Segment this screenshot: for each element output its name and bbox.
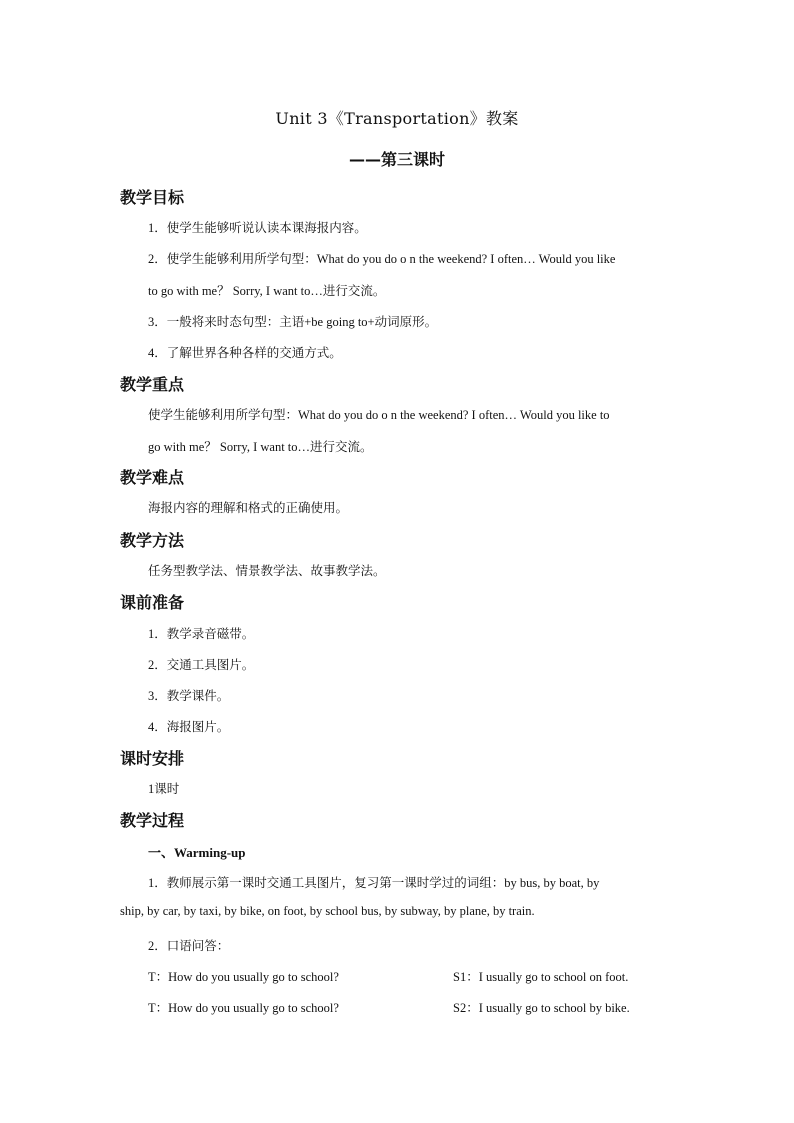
difficulties-heading: 教学难点 (120, 468, 185, 487)
process-step: 2．口语问答： (148, 939, 230, 953)
dialog-student-line: S1：I usually go to school on foot. (453, 970, 629, 984)
objectives-heading: 教学目标 (120, 188, 185, 207)
key-points-line: go with me？ Sorry, I want to…进行交流。 (148, 440, 373, 454)
difficulties-text: 海报内容的理解和格式的正确使用。 (148, 501, 349, 515)
preparation-heading: 课前准备 (120, 593, 185, 612)
process-step-line: 1．教师展示第一课时交通工具图片，复习第一课时学过的词组：by bus, by boat, by (148, 876, 600, 890)
doc-title: Unit 3《Transportation》教案 (275, 109, 519, 128)
objective-item-continued: to go with me？ Sorry, I want to…进行交流。 (148, 284, 386, 298)
objective-item: 3．一般将来时态句型：主语+be going to+动词原形。 (148, 315, 438, 329)
preparation-item: 3．教学课件。 (148, 689, 230, 703)
methods-heading: 教学方法 (120, 531, 185, 550)
objective-item: 2．使学生能够利用所学句型：What do you do o n the weekend? I often… Would you like (148, 252, 616, 266)
key-points-heading: 教学重点 (120, 375, 185, 394)
preparation-item: 1．教学录音磁带。 (148, 627, 255, 641)
objective-item: 4．了解世界各种各样的交通方式。 (148, 346, 342, 360)
preparation-item: 4．海报图片。 (148, 720, 230, 734)
doc-subtitle: ——第三课时 (348, 150, 445, 169)
dialog-student-line: S2：I usually go to school by bike. (453, 1001, 630, 1015)
warming-up-heading: 一、Warming-up (148, 845, 246, 860)
process-step-line-continued: ship, by car, by taxi, by bike, on foot, by school bus, by subway, by plane, by train. (120, 904, 535, 918)
dialog-teacher-line: T：How do you usually go to school? (148, 1001, 339, 1015)
dialog-teacher-line: T：How do you usually go to school? (148, 970, 339, 984)
preparation-item: 2．交通工具图片。 (148, 658, 255, 672)
process-heading: 教学过程 (120, 811, 185, 830)
methods-text: 任务型教学法、情景教学法、故事教学法。 (148, 564, 386, 578)
key-points-line: 使学生能够利用所学句型：What do you do o n the weekend? I often… Would you like to (148, 408, 610, 422)
schedule-heading: 课时安排 (120, 749, 185, 768)
schedule-text: 1课时 (148, 782, 180, 796)
objective-item: 1．使学生能够听说认读本课海报内容。 (148, 221, 367, 235)
